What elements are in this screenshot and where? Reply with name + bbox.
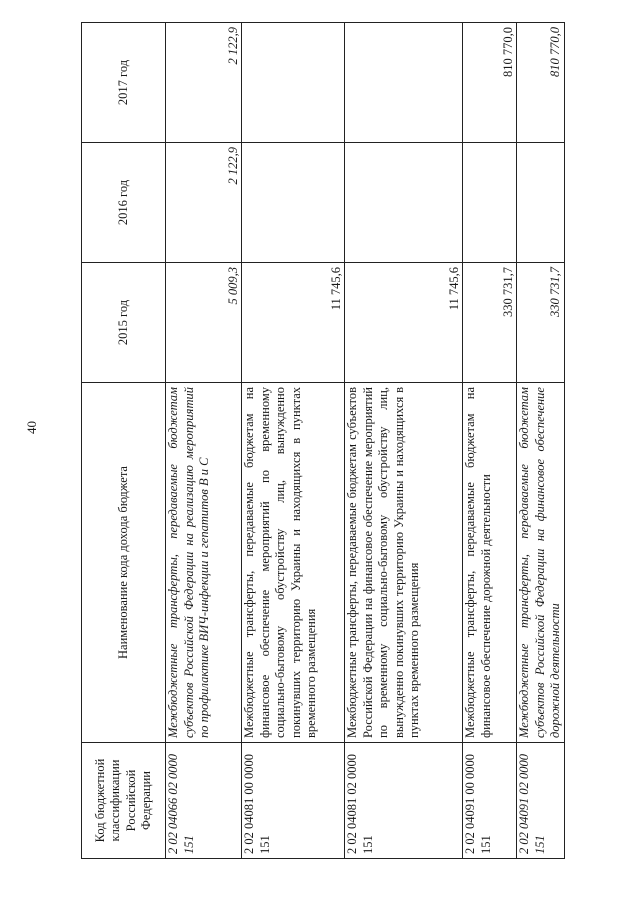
row-value-2016 bbox=[517, 143, 565, 263]
row-value-2016: 2 122,9 bbox=[166, 143, 242, 263]
row-name: Межбюджетные трансферты, передаваемые бюджетам на финансовое обеспечение дорожной деятельности bbox=[463, 383, 517, 743]
row-name: Межбюджетные трансферты, передаваемые бюджетам субъектов Российской Федерации на финансовое обеспечение дорожной деятельности bbox=[517, 383, 565, 743]
table-row bbox=[242, 23, 345, 859]
row-code: 2 02 04081 00 0000 151 bbox=[242, 743, 345, 859]
row-name: Межбюджетные трансферты, передаваемые бюджетам субъектов Российской Федерации на финансовое обеспечение мероприятий по временному социально-бытовому обустройству лиц, вынужденно покинувших территорию Украины и находящихся в пунктах временного размещения bbox=[345, 383, 463, 743]
header-2016: 2016 год bbox=[82, 143, 166, 263]
table-row bbox=[345, 23, 463, 859]
row-code: 2 02 04081 02 0000 151 bbox=[345, 743, 463, 859]
row-value-2015: 5 009,3 bbox=[166, 263, 242, 383]
page-number: 40 bbox=[24, 421, 39, 434]
row-value-2015: 11 745,6 bbox=[242, 263, 345, 383]
row-value-2017 bbox=[242, 23, 345, 143]
header-2017: 2017 год bbox=[82, 23, 166, 143]
row-value-2016 bbox=[463, 143, 517, 263]
budget-income-table bbox=[81, 22, 565, 859]
row-name: Межбюджетные трансферты, передаваемые бюджетам субъектов Российской Федерации на реализацию мероприятий по профилактике ВИЧ-инфекции и гепатитов B и C bbox=[166, 383, 242, 743]
header-2015: 2015 год bbox=[82, 263, 166, 383]
row-value-2015: 330 731,7 bbox=[517, 263, 565, 383]
header-name: Наименование кода дохода бюджета bbox=[82, 383, 166, 743]
row-value-2017: 810 770,0 bbox=[517, 23, 565, 143]
row-value-2015: 330 731,7 bbox=[463, 263, 517, 383]
row-value-2017: 810 770,0 bbox=[463, 23, 517, 143]
budget-table-container bbox=[81, 23, 562, 859]
row-value-2017 bbox=[345, 23, 463, 143]
table-header-row bbox=[82, 23, 166, 859]
row-value-2015: 11 745,6 bbox=[345, 263, 463, 383]
table-row bbox=[166, 23, 242, 859]
table-row bbox=[517, 23, 565, 859]
row-code: 2 02 04091 00 0000 151 bbox=[463, 743, 517, 859]
row-code: 2 02 04091 02 0000 151 bbox=[517, 743, 565, 859]
row-value-2016 bbox=[242, 143, 345, 263]
row-code: 2 02 04066 02 0000 151 bbox=[166, 743, 242, 859]
row-name: Межбюджетные трансферты, передаваемые бюджетам на финансовое обеспечение мероприятий по временному социально-бытовому обустройству лиц, вынужденно покинувших территорию Украины и находящихся в пунктах временного размещения bbox=[242, 383, 345, 743]
table-row bbox=[463, 23, 517, 859]
header-code: Код бюджетной классификации Российской Федерации bbox=[82, 743, 166, 859]
row-value-2016 bbox=[345, 143, 463, 263]
row-value-2017: 2 122,9 bbox=[166, 23, 242, 143]
